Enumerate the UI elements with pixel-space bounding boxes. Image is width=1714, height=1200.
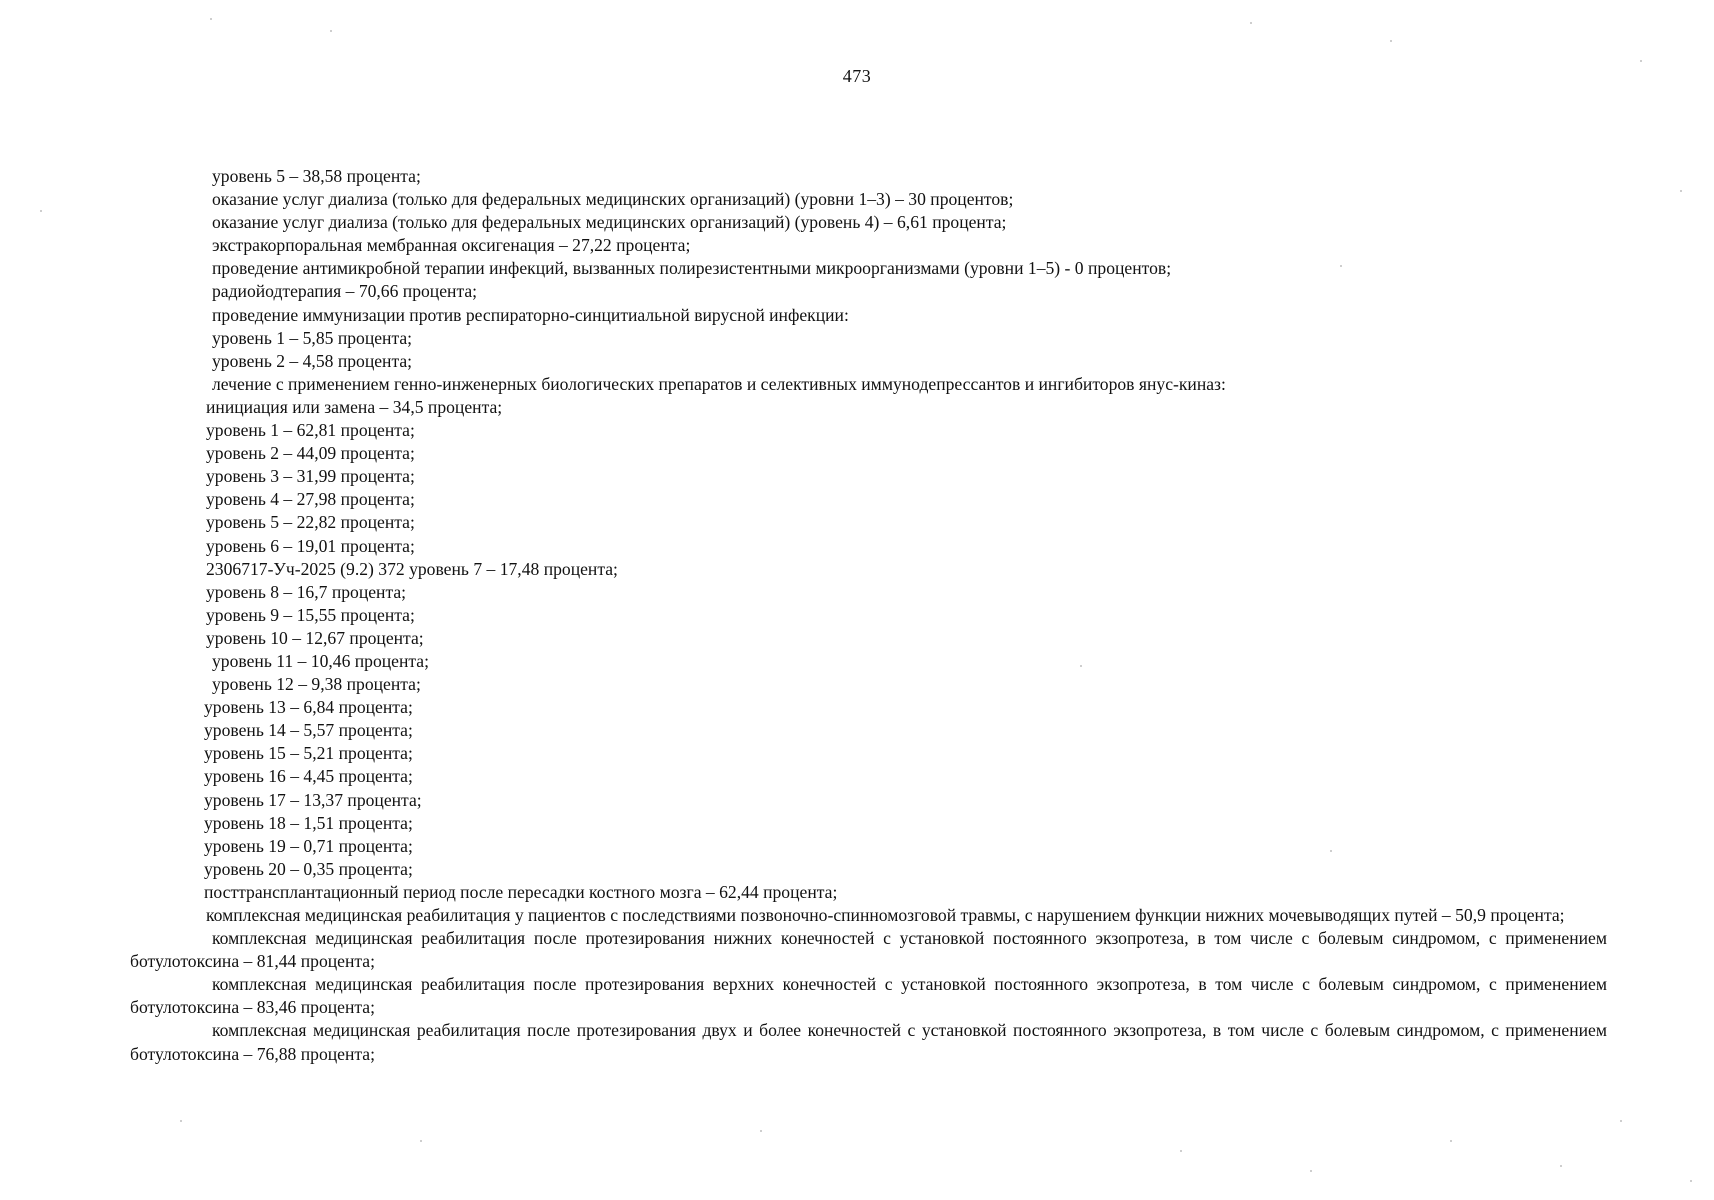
text-line: уровень 4 – 27,98 процента; xyxy=(206,489,415,510)
scan-speck xyxy=(760,1130,762,1132)
text-line: уровень 6 – 19,01 процента; xyxy=(206,535,415,556)
scan-speck xyxy=(210,18,212,20)
paragraph: комплексная медицинская реабилитация у пациентов с последствиями позвоночно-спинномозговой травмы, с нарушением функции нижних мочевыводящих путей – 50,9 процента; xyxy=(206,905,1565,925)
scan-speck xyxy=(1080,665,1082,667)
scan-speck xyxy=(180,1120,182,1122)
text-line: уровень 11 – 10,46 процента; xyxy=(212,650,430,671)
text-line: уровень 9 – 15,55 процента; xyxy=(206,604,415,625)
scan-speck xyxy=(1330,850,1332,852)
scan-speck xyxy=(1390,40,1392,42)
paragraph: комплексная медицинская реабилитация после протезирования верхних конечностей с установкой постоянного экзопротеза, в том числе с болевым синдромом, с применением ботулотоксина – 83,46 процента; xyxy=(130,974,1607,1018)
text-line: уровень 1 – 5,85 процента; xyxy=(212,327,413,348)
scan-speck xyxy=(1450,1140,1452,1142)
text-line: уровень 17 – 13,37 процента; xyxy=(204,789,422,810)
page-number: 473 xyxy=(842,66,872,86)
text-line: радиойодтерапия – 70,66 процента; xyxy=(212,281,478,302)
scan-speck xyxy=(420,1140,422,1142)
text-line: уровень 5 – 22,82 процента; xyxy=(206,512,415,533)
scan-speck xyxy=(1690,1180,1692,1182)
text-line: уровень 19 – 0,71 процента; xyxy=(204,835,413,856)
text-line: уровень 13 – 6,84 процента; xyxy=(204,697,413,718)
text-line: 2306717-Уч-2025 (9.2) 372 уровень 7 – 17,48 процента; xyxy=(206,558,618,579)
paragraph: комплексная медицинская реабилитация после протезирования двух и более конечностей с установкой постоянного экзопротеза, в том числе с болевым синдромом, с применением ботулотоксина – 76,88 процента; xyxy=(130,1020,1607,1064)
text-line: уровень 2 – 44,09 процента; xyxy=(206,443,415,464)
scan-speck xyxy=(1310,1170,1312,1172)
text-line: уровень 14 – 5,57 процента; xyxy=(204,720,413,741)
scan-speck xyxy=(40,210,42,212)
scan-speck xyxy=(1680,190,1682,192)
scan-speck xyxy=(1340,265,1342,267)
scan-speck xyxy=(1620,1120,1622,1122)
document-body xyxy=(130,165,1607,1066)
text-line: уровень 1 – 62,81 процента; xyxy=(206,420,415,441)
scan-speck xyxy=(1640,60,1642,62)
text-line: уровень 12 – 9,38 процента; xyxy=(212,674,421,695)
text-line: уровень 20 – 0,35 процента; xyxy=(204,858,413,879)
scan-speck xyxy=(1180,1150,1182,1152)
scan-speck xyxy=(330,30,332,32)
text-line: уровень 10 – 12,67 процента; xyxy=(206,627,424,648)
text-line: инициация или замена – 34,5 процента; xyxy=(206,396,503,417)
text-line: уровень 2 – 4,58 процента; xyxy=(212,350,413,371)
scan-speck xyxy=(1560,1165,1562,1167)
text-line: уровень 8 – 16,7 процента; xyxy=(206,581,407,602)
text-line: посттрансплантационный период после пересадки костного мозга – 62,44 процента; xyxy=(204,881,838,902)
text-line: проведение иммунизации против респираторно-синцитиальной вирусной инфекции: xyxy=(212,304,849,325)
text-line: проведение антимикробной терапии инфекций, вызванных полирезистентными микроорганизмами (уровни 1–5) - 0 процентов; xyxy=(212,258,1172,279)
paragraph: комплексная медицинская реабилитация после протезирования нижних конечностей с установкой постоянного экзопротеза, в том числе с болевым синдромом, с применением ботулотоксина – 81,44 процента; xyxy=(130,928,1607,972)
scan-speck xyxy=(1250,22,1252,24)
text-line: уровень 15 – 5,21 процента; xyxy=(204,743,413,764)
text-line: оказание услуг диализа (только для федеральных медицинских организаций) (уровни 1–3) – 30 процентов; xyxy=(212,189,1014,210)
text-line: уровень 16 – 4,45 процента; xyxy=(204,766,413,787)
text-line: уровень 5 – 38,58 процента; xyxy=(212,166,421,186)
text-line: уровень 3 – 31,99 процента; xyxy=(206,466,415,487)
text-line: лечение с применением генно-инженерных биологических препаратов и селективных иммунодепрессантов и ингибиторов янус-киназ: xyxy=(212,373,1226,394)
text-line: уровень 18 – 1,51 процента; xyxy=(204,812,413,833)
text-line: оказание услуг диализа (только для федеральных медицинских организаций) (уровень 4) – 6,61 процента; xyxy=(212,212,1007,233)
text-line: экстракорпоральная мембранная оксигенация – 27,22 процента; xyxy=(212,235,691,256)
